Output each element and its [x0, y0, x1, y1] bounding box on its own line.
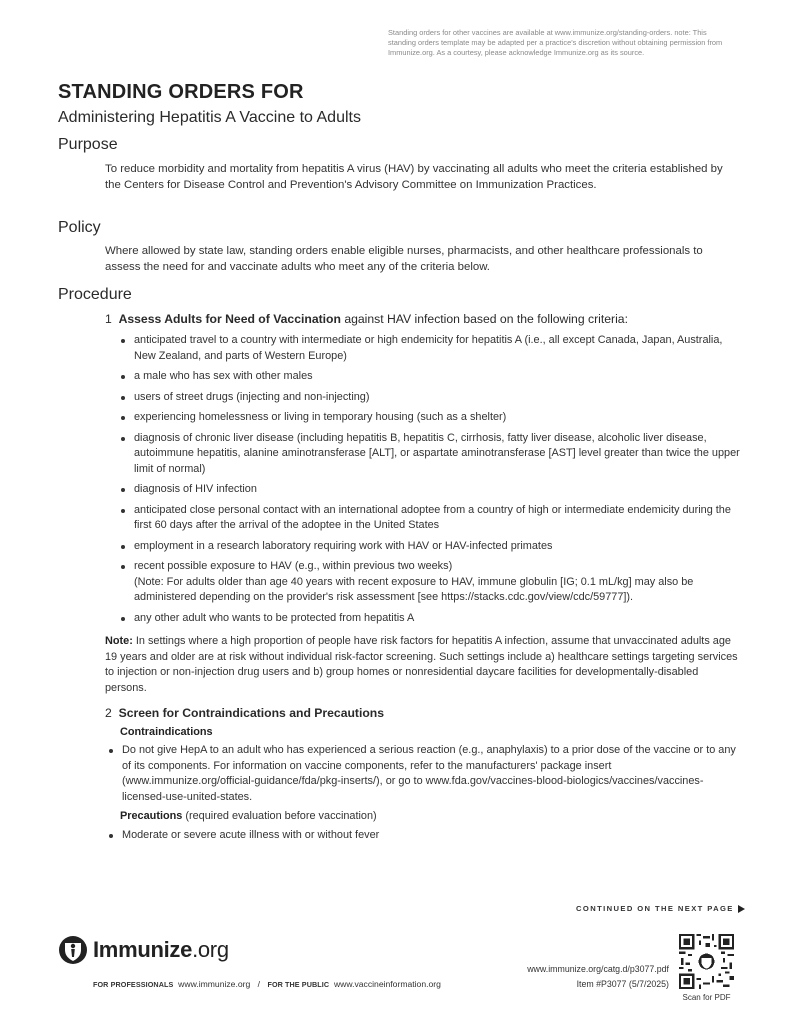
contraindications-heading: Contraindications [120, 726, 213, 738]
public-link[interactable]: www.vaccineinformation.org [333, 979, 441, 989]
step-1-heading [105, 312, 628, 326]
page-title: STANDING ORDERS FOR [58, 81, 304, 103]
shield-person-icon [58, 935, 88, 965]
list-item: a male who has sex with other males [120, 369, 740, 385]
professionals-link[interactable]: www.immunize.org [178, 979, 251, 989]
step-title: Screen for Contraindications and Precautions [118, 706, 385, 720]
note-label: Note: [105, 635, 133, 647]
step-number: 1 [105, 312, 112, 326]
logo-wordmark: Immunize.org [93, 937, 229, 962]
page-subtitle: Administering Hepatitis A Vaccine to Adults [58, 109, 361, 126]
list-item: Do not give HepA to an adult who has experienced a serious reaction (e.g., anaphylaxis) to a prior dose of the vaccine or to any of its components. For information on vaccine components, refer to the manufacturers' package insert (www.immunize.org/official-guidance/fda/pkg-inserts/), or go to www.fda.gov/vaccines-blood-biologics/vaccines/vaccines-licensed-use-united-states. [108, 743, 740, 805]
public-label: FOR THE PUBLIC [267, 980, 330, 989]
list-item: recent possible exposure to HAV (e.g., within previous two weeks) (Note: For adults older than age 40 years with recent exposure to HAV, immune globulin [IG; 0.1 mL/kg] may also be administered depending on the provider's risk assessment [see https://stacks.cdc.gov/view/cdc/59777]). [120, 559, 740, 606]
arrow-right-icon [738, 905, 745, 913]
step-title: Assess Adults for Need of Vaccination [118, 312, 341, 326]
list-item: employment in a research laboratory requiring work with HAV or HAV-infected primates [120, 539, 740, 555]
separator: / [257, 979, 261, 989]
footer-links [93, 979, 441, 989]
list-item: experiencing homelessness or living in temporary housing (such as a shelter) [120, 410, 740, 426]
qr-caption: Scan for PDF [682, 993, 731, 1002]
policy-text: Where allowed by state law, standing orders enable eligible nurses, pharmacists, and other healthcare professionals to assess the need for and vaccinate adults who meet any of the criteria below. [105, 245, 703, 273]
precautions-heading: Precautions (required evaluation before vaccination) [120, 810, 377, 822]
qr-code-icon[interactable] [679, 934, 734, 989]
item-number: Item #P3077 (5/7/2025) [576, 979, 669, 989]
immunize-logo [58, 935, 229, 965]
step-number: 2 [105, 706, 112, 720]
standing-orders-note: Standing orders for other vaccines are available at www.immunize.org/standing-orders. note: This standing orders template may be adapted per a practice's discretion without obtaining permission from Immunize.org. As a courtesy, please acknowledge Immunize.org as its source. [388, 28, 723, 57]
list-item: diagnosis of HIV infection [120, 482, 740, 498]
step-2-heading [105, 706, 384, 720]
list-item: anticipated close personal contact with an international adoptee from a country of high or intermediate endemicity during the first 60 days after the arrival of the adoptee in the United States [120, 503, 740, 534]
list-item: diagnosis of chronic liver disease (including hepatitis B, hepatitis C, cirrhosis, fatty liver disease, alcoholic liver disease, autoimmune hepatitis, alanine aminotransferase [ALT], or aspartate aminotransferase [AST] level greater than twice the upper limit of normal) [120, 431, 740, 478]
note-text: In settings where a high proportion of people have risk factors for hepatitis A infection, assume that unvaccinated adults age 19 years and older are at risk without individual risk-factor screening. Such settings include a) healthcare settings targeting services to injection or non-injection drug users and b) group homes or nonresidential daycare facilities for developmentally-disabled persons. [105, 635, 738, 694]
list-item: any other adult who wants to be protected from hepatitis A [120, 611, 740, 627]
list-item: users of street drugs (injecting and non-injecting) [120, 390, 740, 406]
list-item: anticipated travel to a country with intermediate or high endemicity for hepatitis A (i.e., all except Canada, Japan, Australia, New Zealand, and parts of Western Europe) [120, 333, 740, 364]
list-item: Moderate or severe acute illness with or without fever [108, 828, 740, 844]
footer-item-info [527, 962, 669, 992]
criteria-list [120, 333, 740, 626]
procedure-heading: Procedure [58, 286, 132, 303]
pdf-link[interactable]: www.immunize.org/catg.d/p3077.pdf [527, 964, 669, 974]
exposure-note: (Note: For adults older than age 40 years with recent exposure to HAV, immune globulin [IG; 0.1 mL/kg] may also be administered depending on the provider's risk assessment [see https://stacks.cdc.gov/view/cdc/59777]). [134, 575, 694, 603]
purpose-heading: Purpose [58, 136, 118, 153]
purpose-text: To reduce morbidity and mortality from hepatitis A virus (HAV) by vaccinating all adults who meet the criteria established by the Centers for Disease Control and Prevention's Advisory Committee on Immunization Practices. [105, 163, 723, 191]
settings-note [105, 634, 740, 696]
professionals-label: FOR PROFESSIONALS [93, 980, 174, 989]
precautions-list [108, 828, 740, 844]
contraindications-list [108, 743, 740, 805]
continued-next-page: CONTINUED ON THE NEXT PAGE [576, 904, 745, 913]
policy-heading: Policy [58, 219, 101, 236]
step-description: against HAV infection based on the following criteria: [340, 312, 628, 326]
